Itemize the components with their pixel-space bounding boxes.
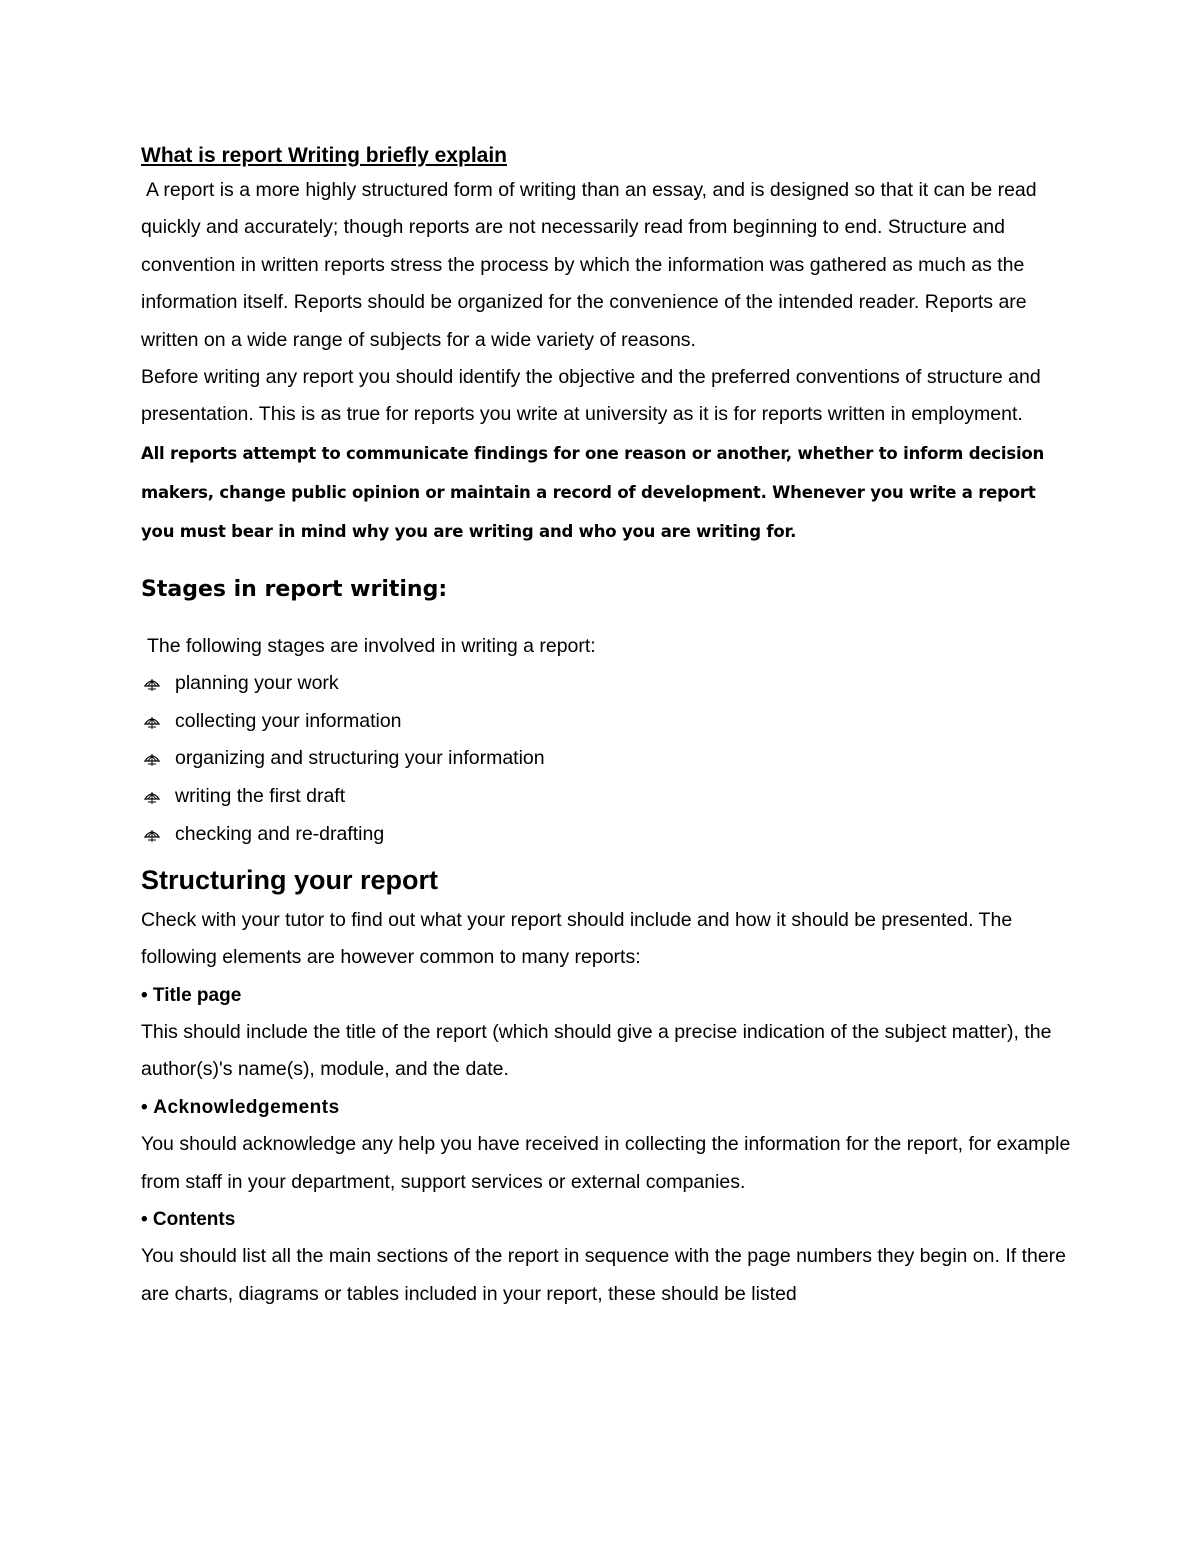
list-item (141, 740, 1071, 778)
title-page-heading: • Title page (141, 984, 242, 1006)
umbrella-bullet-icon (143, 788, 161, 806)
umbrella-bullet-icon (143, 713, 161, 731)
list-item (141, 816, 1071, 854)
intro-paragraph-2: Before writing any report you should identify the objective and the preferred conventions of structure and presentation. This is as true for reports you write at university as it is for reports written in employment. (141, 366, 1041, 426)
stage-label: checking and re-drafting (175, 823, 385, 846)
structuring-intro: Check with your tutor to find out what your report should include and how it should be presented. The following elements are however common to many reports: (141, 908, 1013, 969)
acknowledgements-body: You should acknowledge any help you have received in collecting the information for the report, for example from staff in your department, support services or external companies. (141, 1133, 1071, 1193)
contents-body: You should list all the main sections of the report in sequence with the page numbers they begin on. If there are charts, diagrams or tables included in your report, these should be listed (141, 1245, 1067, 1305)
stages-heading: Stages in report writing: (141, 576, 448, 602)
document-page (141, 140, 1071, 1313)
structuring-heading: Structuring your report (141, 864, 439, 895)
title-page-body: This should include the title of the report (which should give a precise indication of the subject matter), the author(s)'s name(s), module, and the date. (141, 1021, 1052, 1081)
stage-label: organizing and structuring your information (175, 747, 545, 770)
list-item (141, 778, 1071, 816)
umbrella-bullet-icon (143, 750, 161, 768)
stages-intro: The following stages are involved in writing a report: (147, 634, 596, 657)
umbrella-bullet-icon (143, 675, 161, 693)
intro-paragraph-1: A report is a more highly structured form of writing than an essay, and is designed so that it can be read quickly and accurately; though reports are not necessarily read from beginning to end. Structure and convention in written reports stress the process by which the information was gathered as much as the information itself. Reports should be organized for the convenience of the intended reader. Reports are written on a wide range of subjects for a wide variety of reasons. (141, 179, 1037, 351)
contents-heading: • Contents (141, 1209, 236, 1231)
intro-paragraph-3: All reports attempt to communicate findings for one reason or another, whether to inform decision makers, change public opinion or maintain a record of development. Whenever you write a report you must bear in mind why you are writing and who you are writing for. (141, 443, 1045, 541)
list-item (141, 703, 1071, 741)
umbrella-bullet-icon (143, 826, 161, 844)
stages-list (141, 665, 1071, 854)
stage-label: planning your work (175, 671, 339, 694)
stage-label: collecting your information (175, 709, 402, 732)
acknowledgements-heading: • Acknowledgements (141, 1096, 340, 1118)
document-title: What is report Writing briefly explain (141, 144, 507, 167)
list-item (141, 665, 1071, 703)
stage-label: writing the first draft (175, 785, 346, 808)
